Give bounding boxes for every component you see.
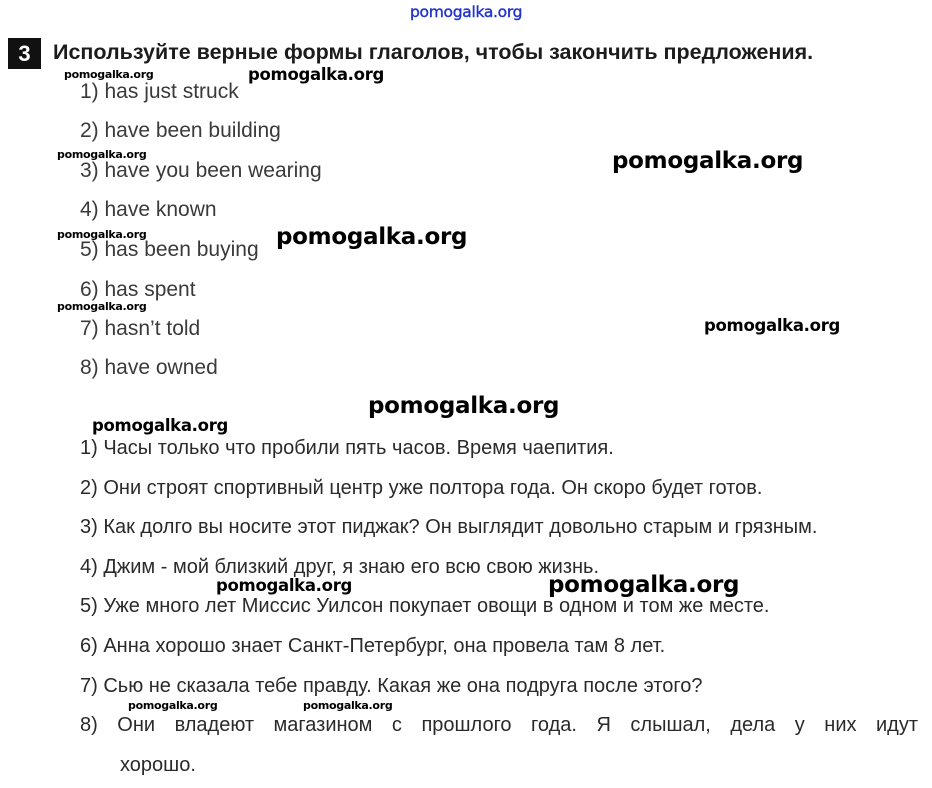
translation-item-continuation: хорошо.: [120, 754, 196, 776]
translation-item: 3) Как долго вы носите этот пиджак? Он выглядит довольно старым и грязным.: [80, 516, 818, 538]
translation-item: 7) Сью не сказала тебе правду. Какая же она подруга после этого?: [80, 675, 703, 697]
translation-item: 1) Часы только что пробили пять часов. Время чаепития.: [80, 437, 614, 459]
watermark: pomogalka.org: [57, 228, 147, 241]
translation-item: 6) Анна хорошо знает Санкт-Петербург, она провела там 8 лет.: [80, 635, 666, 657]
watermark: pomogalka.org: [57, 148, 147, 161]
task-number-badge: 3: [8, 38, 41, 69]
answer-item: 6) has spent: [80, 278, 196, 301]
answer-item: 4) have known: [80, 198, 217, 221]
watermark: pomogalka.org: [128, 699, 218, 712]
watermark: pomogalka.org: [368, 393, 560, 419]
watermark: pomogalka.org: [548, 572, 740, 598]
watermark: pomogalka.org: [92, 416, 229, 435]
watermark-top: pomogalka.org: [410, 3, 523, 21]
task-title: Используйте верные формы глаголов, чтобы закончить предложения.: [53, 40, 814, 64]
translation-item: 2) Они строят спортивный центр уже полтора года. Он скоро будет готов.: [80, 477, 763, 499]
answer-item: 5) has been buying: [80, 238, 259, 261]
translation-item: 5) Уже много лет Миссис Уилсон покупает овощи в одном и том же месте.: [80, 595, 770, 617]
watermark: pomogalka.org: [704, 316, 841, 335]
translation-item: 8) Они владеют магазином с прошлого года. Я слышал, дела у них идут: [80, 714, 918, 736]
answer-item: 1) has just struck: [80, 80, 239, 103]
watermark: pomogalka.org: [248, 65, 385, 84]
answer-item: 2) have been building: [80, 119, 281, 142]
watermark: pomogalka.org: [216, 576, 353, 595]
watermark: pomogalka.org: [303, 699, 393, 712]
watermark: pomogalka.org: [276, 224, 468, 250]
watermark: pomogalka.org: [612, 148, 804, 174]
translation-item: 4) Джим - мой близкий друг, я знаю его всю свою жизнь.: [80, 556, 600, 578]
answer-item: 7) hasn’t told: [80, 317, 201, 340]
watermark: pomogalka.org: [57, 300, 147, 313]
answer-item: 3) have you been wearing: [80, 159, 322, 182]
watermark: pomogalka.org: [64, 68, 154, 81]
answer-item: 8) have owned: [80, 356, 218, 379]
